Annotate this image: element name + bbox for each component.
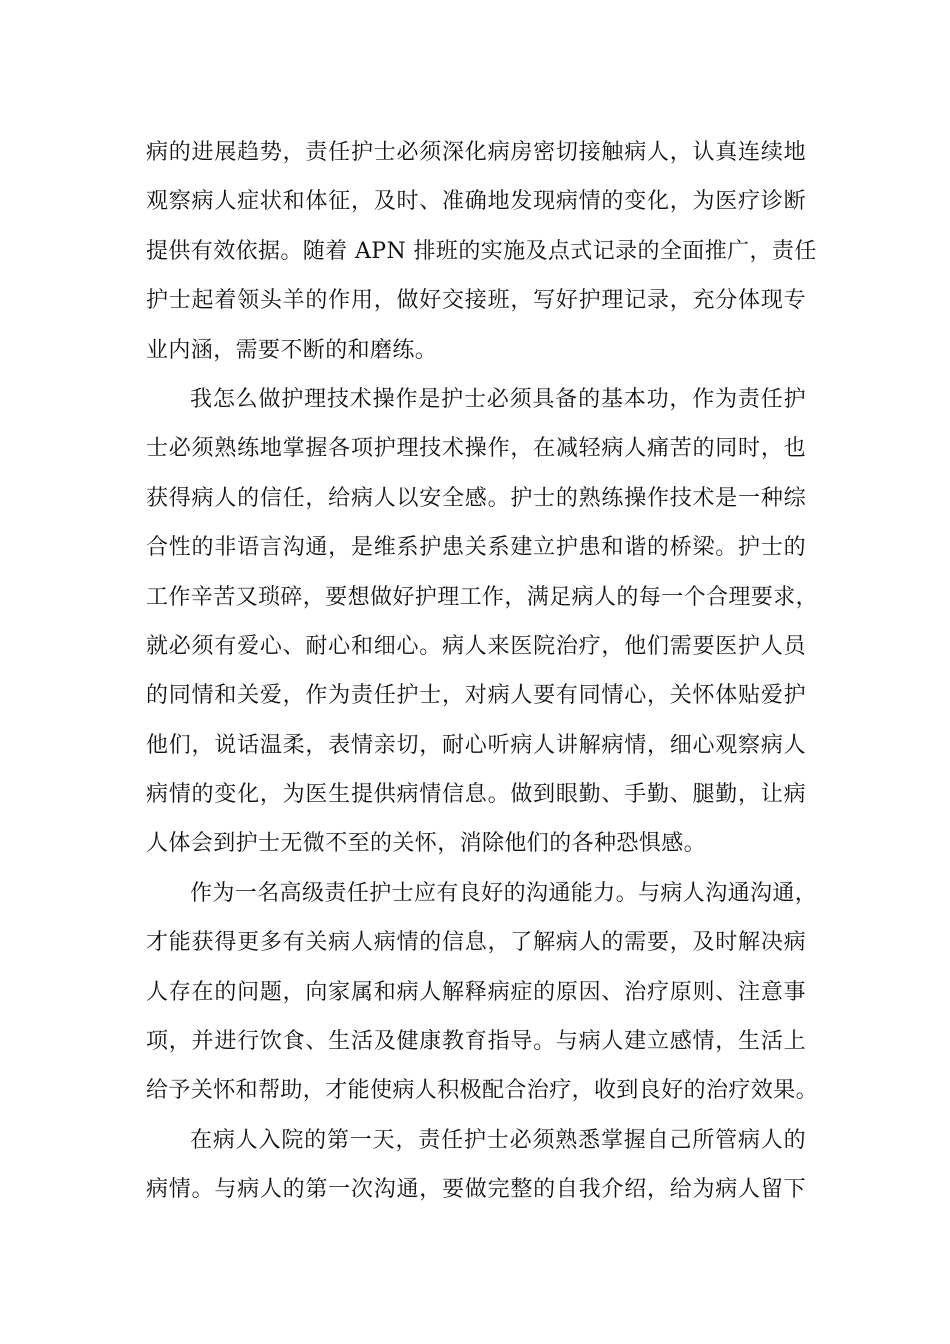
paragraph-first-line: 作为一名高级责任护士应有良好的沟通能力。与病人沟通沟通， (190, 880, 818, 906)
text-line: 就必须有爱心、耐心和细心。病人来医院治疗，他们需要医护人员 (146, 633, 806, 659)
text-line: 业内涵，需要不断的和磨练。 (146, 337, 438, 363)
text-line: 病情的变化，为医生提供病情信息。做到眼勤、手勤、腿勤，让病 (146, 782, 806, 808)
text-line: 提供有效依据。随着 APN 排班的实施及点式记录的全面推广，责任 (146, 238, 817, 264)
text-line: 合性的非语言沟通，是维系护患关系建立护患和谐的桥梁。护士的 (146, 535, 806, 561)
text-line: 给予关怀和帮助，才能使病人积极配合治疗，收到良好的治疗效果。 (146, 1078, 819, 1104)
text-line: 项，并进行饮食、生活及健康教育指导。与病人建立感情，生活上 (146, 1029, 806, 1055)
text-line: 护士起着领头羊的作用，做好交接班，写好护理记录，充分体现专 (146, 288, 806, 314)
text-line: 才能获得更多有关病人病情的信息，了解病人的需要，及时解决病 (146, 930, 806, 956)
text-line: 他们，说话温柔，表情亲切，耐心听病人讲解病情，细心观察病人 (146, 732, 806, 758)
text-line: 获得病人的信任，给病人以安全感。护士的熟练操作技术是一种综 (146, 485, 806, 511)
paragraph-first-line: 我怎么做护理技术操作是护士必须具备的基本功，作为责任护 (190, 386, 806, 412)
text-line: 病的进展趋势，责任护士必须深化病房密切接触病人，认真连续地 (146, 140, 806, 165)
text-line: 工作辛苦又琐碎，要想做好护理工作，满足病人的每一个合理要求， (146, 584, 819, 610)
text-line: 人存在的问题，向家属和病人解释病症的原因、治疗原则、注意事 (146, 979, 806, 1005)
text-line: 观察病人症状和体征，及时、准确地发现病情的变化，为医疗诊断 (146, 189, 806, 215)
text-line: 人体会到护士无微不至的关怀，消除他们的各种恐惧感。 (146, 831, 707, 857)
paragraph-first-line: 在病人入院的第一天，责任护士必须熟悉掌握自己所管病人的 (190, 1127, 806, 1153)
text-line: 的同情和关爱，作为责任护士，对病人要有同情心，关怀体贴爱护 (146, 683, 806, 709)
text-line: 病情。与病人的第一次沟通，要做完整的自我介绍，给为病人留下 (146, 1177, 806, 1203)
text-line: 士必须熟练地掌握各项护理技术操作，在减轻病人痛苦的同时，也 (146, 436, 806, 462)
body-text (146, 128, 819, 1215)
